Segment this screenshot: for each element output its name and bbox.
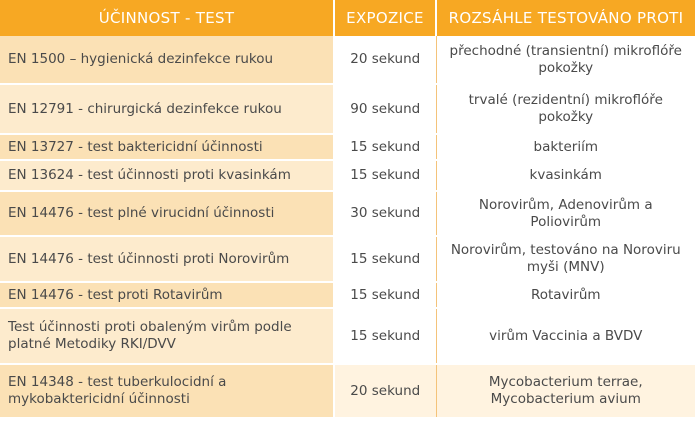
- header-exposure: EXPOZICE: [334, 0, 436, 36]
- cell-test: EN 1500 – hygienická dezinfekce rukou: [0, 36, 334, 84]
- cell-exposure: 20 sekund: [334, 36, 436, 84]
- table-row: [0, 160, 695, 191]
- cell-range: virům Vaccinia a BVDV: [436, 308, 695, 364]
- header-range: ROZSÁHLE TESTOVÁNO PROTI: [436, 0, 695, 36]
- cell-range: Mycobacterium terrae, Mycobacterium avium: [436, 364, 695, 418]
- cell-range: bakteriím: [436, 134, 695, 160]
- table-header-row: [0, 0, 695, 36]
- table-row: [0, 191, 695, 236]
- cell-range: kvasinkám: [436, 160, 695, 191]
- cell-exposure: 15 sekund: [334, 134, 436, 160]
- cell-exposure: 90 sekund: [334, 84, 436, 134]
- header-test: ÚČINNOST - TEST: [0, 0, 334, 36]
- cell-range: Rotavirům: [436, 282, 695, 308]
- table-row: [0, 236, 695, 282]
- cell-range: přechodné (transientní) mikroflóře pokožky: [436, 36, 695, 84]
- cell-test: EN 12791 - chirurgická dezinfekce rukou: [0, 84, 334, 134]
- cell-test: EN 14476 - test účinnosti proti Norovirům: [0, 236, 334, 282]
- table-row: [0, 134, 695, 160]
- cell-test: EN 13727 - test baktericidní účinnosti: [0, 134, 334, 160]
- table-row: [0, 364, 695, 418]
- cell-exposure: 15 sekund: [334, 160, 436, 191]
- cell-exposure: 15 sekund: [334, 282, 436, 308]
- cell-range: trvalé (rezidentní) mikroflóře pokožky: [436, 84, 695, 134]
- table-row: [0, 36, 695, 84]
- cell-test: EN 14348 - test tuberkulocidní a mykobaktericidní účinnosti: [0, 364, 334, 418]
- table-row: [0, 282, 695, 308]
- cell-test: EN 14476 - test proti Rotavirům: [0, 282, 334, 308]
- cell-range: Norovirům, testováno na Noroviru myši (MNV): [436, 236, 695, 282]
- cell-test: Test účinnosti proti obaleným virům podle platné Metodiky RKI/DVV: [0, 308, 334, 364]
- cell-range: Norovirům, Adenovirům a Poliovirům: [436, 191, 695, 236]
- cell-exposure: 15 sekund: [334, 236, 436, 282]
- table-row: [0, 84, 695, 134]
- cell-exposure: 20 sekund: [334, 364, 436, 418]
- table-row: [0, 308, 695, 364]
- cell-test: EN 14476 - test plné virucidní účinnosti: [0, 191, 334, 236]
- cell-exposure: 15 sekund: [334, 308, 436, 364]
- cell-exposure: 30 sekund: [334, 191, 436, 236]
- cell-test: EN 13624 - test účinnosti proti kvasinkám: [0, 160, 334, 191]
